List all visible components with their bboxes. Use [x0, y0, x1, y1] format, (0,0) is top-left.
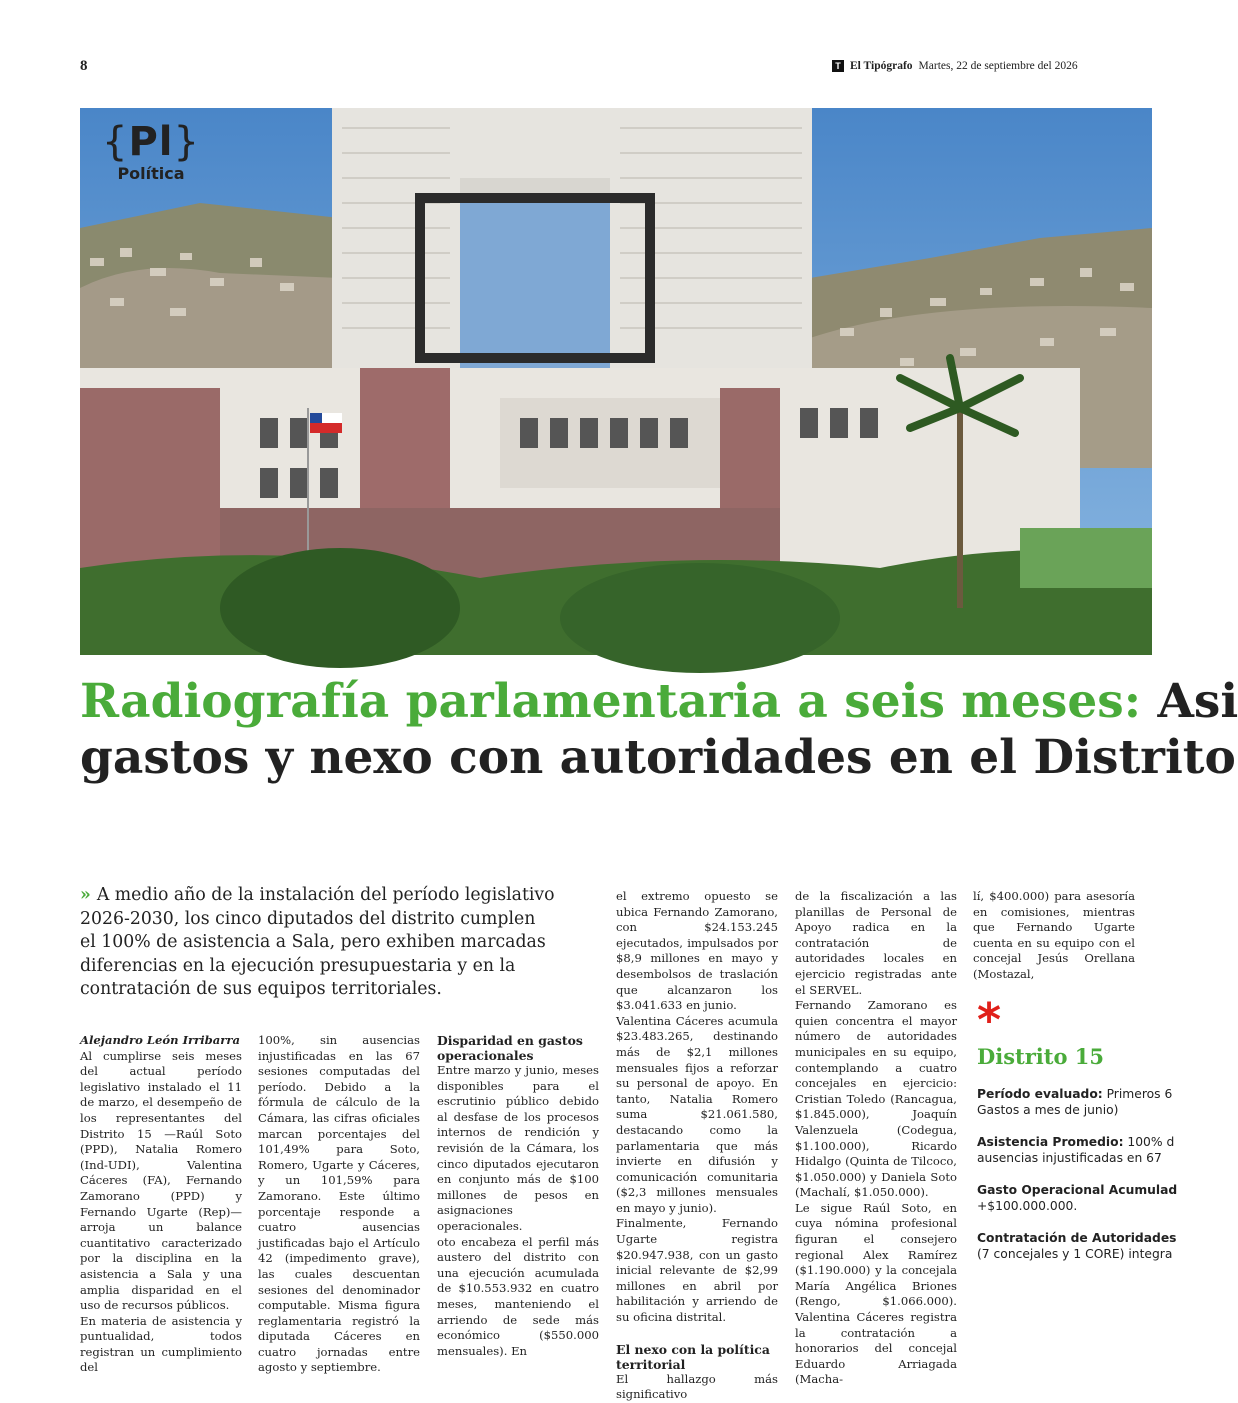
- paragraph: Valentina Cáceres acumula $23.483.265, destinando más de $2,1 millones mensuales fijos a reforzar su personal de apoyo. En tanto, Natalia Romero suma $21.061.580, destacando como la parlamentaria que más invierte en difusión y comunicación comunitaria ($2,3 millones mensuales en mayo y junio).: [616, 1013, 778, 1215]
- byline: Alejandro León Irribarra: [80, 1033, 241, 1047]
- paragraph: El hallazgo más significativo: [616, 1371, 778, 1402]
- subhead: Disparidad en gastos operacionales: [437, 1033, 583, 1063]
- paragraph: En materia de asistencia y puntualidad, todos registran un cumplimiento del: [80, 1313, 242, 1375]
- headline-continuation: Asi: [1141, 674, 1238, 729]
- headline-line-2: gastos y nexo con autoridades en el Distrito: [80, 730, 1236, 785]
- paragraph: lí, $400.000) para asesoría en comisiones, mientras que Fernando Ugarte cuenta en su equipo con el concejal Jesús Orellana (Mostazal,: [973, 889, 1135, 981]
- article-column-6: [973, 889, 1135, 983]
- factbox-item: Contratación de Autoridades (7 concejales y 1 CORE) integra: [977, 1231, 1177, 1261]
- factbox-item: Asistencia Promedio: 100% d ausencias injustificadas en 67: [977, 1135, 1175, 1165]
- newspaper-logo-icon: T: [832, 60, 844, 72]
- lead-paragraph: [80, 884, 556, 1002]
- paragraph: oto encabeza el perfil más austero del distrito con una ejecución acumulada de $10.553.932 en cuatro meses, manteniendo el arriendo de sede más económico ($550.000 mensuales). En: [437, 1234, 599, 1358]
- article-column-1: [80, 1033, 242, 1376]
- paragraph: Entre marzo y junio, meses disponibles para el escrutinio público debido al desfase de los procesos internos de rendición y revisión de la Cámara, los cinco diputados ejecutaron en conjunto más de $100 millones de pesos en asignaciones operacionales.: [437, 1063, 599, 1233]
- article-column-2: [258, 1033, 420, 1376]
- newspaper-name: El Tipógrafo: [850, 60, 913, 72]
- factbox-item: Período evaluado: Primeros 6 Gastos a mes de junio): [977, 1087, 1173, 1117]
- section-tag: [96, 118, 206, 183]
- paragraph: Fernando Zamorano es quien concentra el mayor número de autoridades municipales en su equipo, contemplando a cuatro concejales en ejercicio: Cristian Toledo (Rancagua, $1.845.000), Joaquín Valenzuela (Codegua, $1.100.000), Ricardo Hidalgo (Quinta de Tilcoco, $1.050.000) y Daniela Soto (Machalí, $1.050.000).: [795, 998, 957, 1200]
- issue-date: Martes, 22 de septiembre del 2026: [918, 60, 1078, 72]
- headline: [80, 674, 1238, 786]
- paragraph: Al cumplirse seis meses del actual período legislativo instalado el 11 de marzo, el desempeño de los representantes del Distrito 15 —Raúl Soto (PPD), Natalia Romero (Ind-UDI), Valentina Cáceres (FA), Fernando Zamorano (PPD) y Fernando Ugarte (Rep)— arroja un balance cuantitativo caracterizado por la disciplina en la asistencia a Sala y una amplia disparidad en el uso de recursos públicos.: [80, 1048, 242, 1313]
- lead-marker-icon: »: [80, 885, 91, 905]
- masthead: [832, 60, 1078, 72]
- subhead: El nexo con la política territorial: [616, 1341, 770, 1372]
- page-number: 8: [80, 58, 88, 74]
- article-column-3: [437, 1033, 599, 1359]
- article-column-4: [616, 889, 778, 1403]
- factbox-title: Distrito 15: [977, 1044, 1104, 1069]
- section-name: Política: [117, 164, 185, 183]
- paragraph: Le sigue Raúl Soto, en cuya nómina profesional figuran el consejero regional Alex Ramírez ($1.190.000) y la concejala María Angélica Briones (Rengo, $1.066.000). Valentina Cáceres registra la contratación a honorarios del concejal Eduardo Arriagada (Macha-: [795, 1200, 957, 1387]
- paragraph: de la fiscalización a las planillas de Personal de Apoyo radica en la contratación de autoridades locales en ejercicio registradas ante el SERVEL.: [795, 889, 957, 997]
- article-column-5: [795, 889, 957, 1388]
- paragraph: 100%, sin ausencias injustificadas en las 67 sesiones computadas del período. Debido a la fórmula de cálculo de la Cámara, las cifras oficiales marcan porcentajes del 101,49% para Soto, Romero, Ugarte y Cáceres, y un 101,59% para Zamorano. Este último porcentaje responde a cuatro ausencias justificadas bajo el Artículo 42 (impedimento grave), las cuales descuentan sesiones del denominador computable. Misma figura reglamentaria registró la diputada Cáceres en cuatro jornadas entre agosto y septiembre.: [258, 1033, 420, 1375]
- asterisk-icon: *: [977, 993, 1002, 1047]
- paragraph: Finalmente, Fernando Ugarte registra $20.947.938, con un gasto inicial relevante de $2,99 millones en abril por habilitación y arriendo de su oficina distrital.: [616, 1216, 778, 1325]
- headline-highlight: Radiografía parlamentaria a seis meses:: [80, 674, 1142, 729]
- section-code: {Pl}: [102, 119, 200, 165]
- factbox-item: Gasto Operacional Acumulad +$100.000.000.: [977, 1183, 1178, 1213]
- paragraph: el extremo opuesto se ubica Fernando Zamorano, con $24.153.245 ejecutados, impulsados por $8,9 millones en mayo y desembolsos de traslación que alcanzaron los $3.041.633 en junio.: [616, 889, 778, 1013]
- district-factbox: [977, 993, 1178, 1278]
- congress-building-photo: [80, 108, 1152, 655]
- lead-text: A medio año de la instalación del período legislativo 2026-2030, los cinco diputados del distrito cumplen el 100% de asistencia a Sala, pero exhiben marcadas diferencias en la ejecución presupuestaria y en la contratación de sus equipos territoriales.: [80, 885, 555, 999]
